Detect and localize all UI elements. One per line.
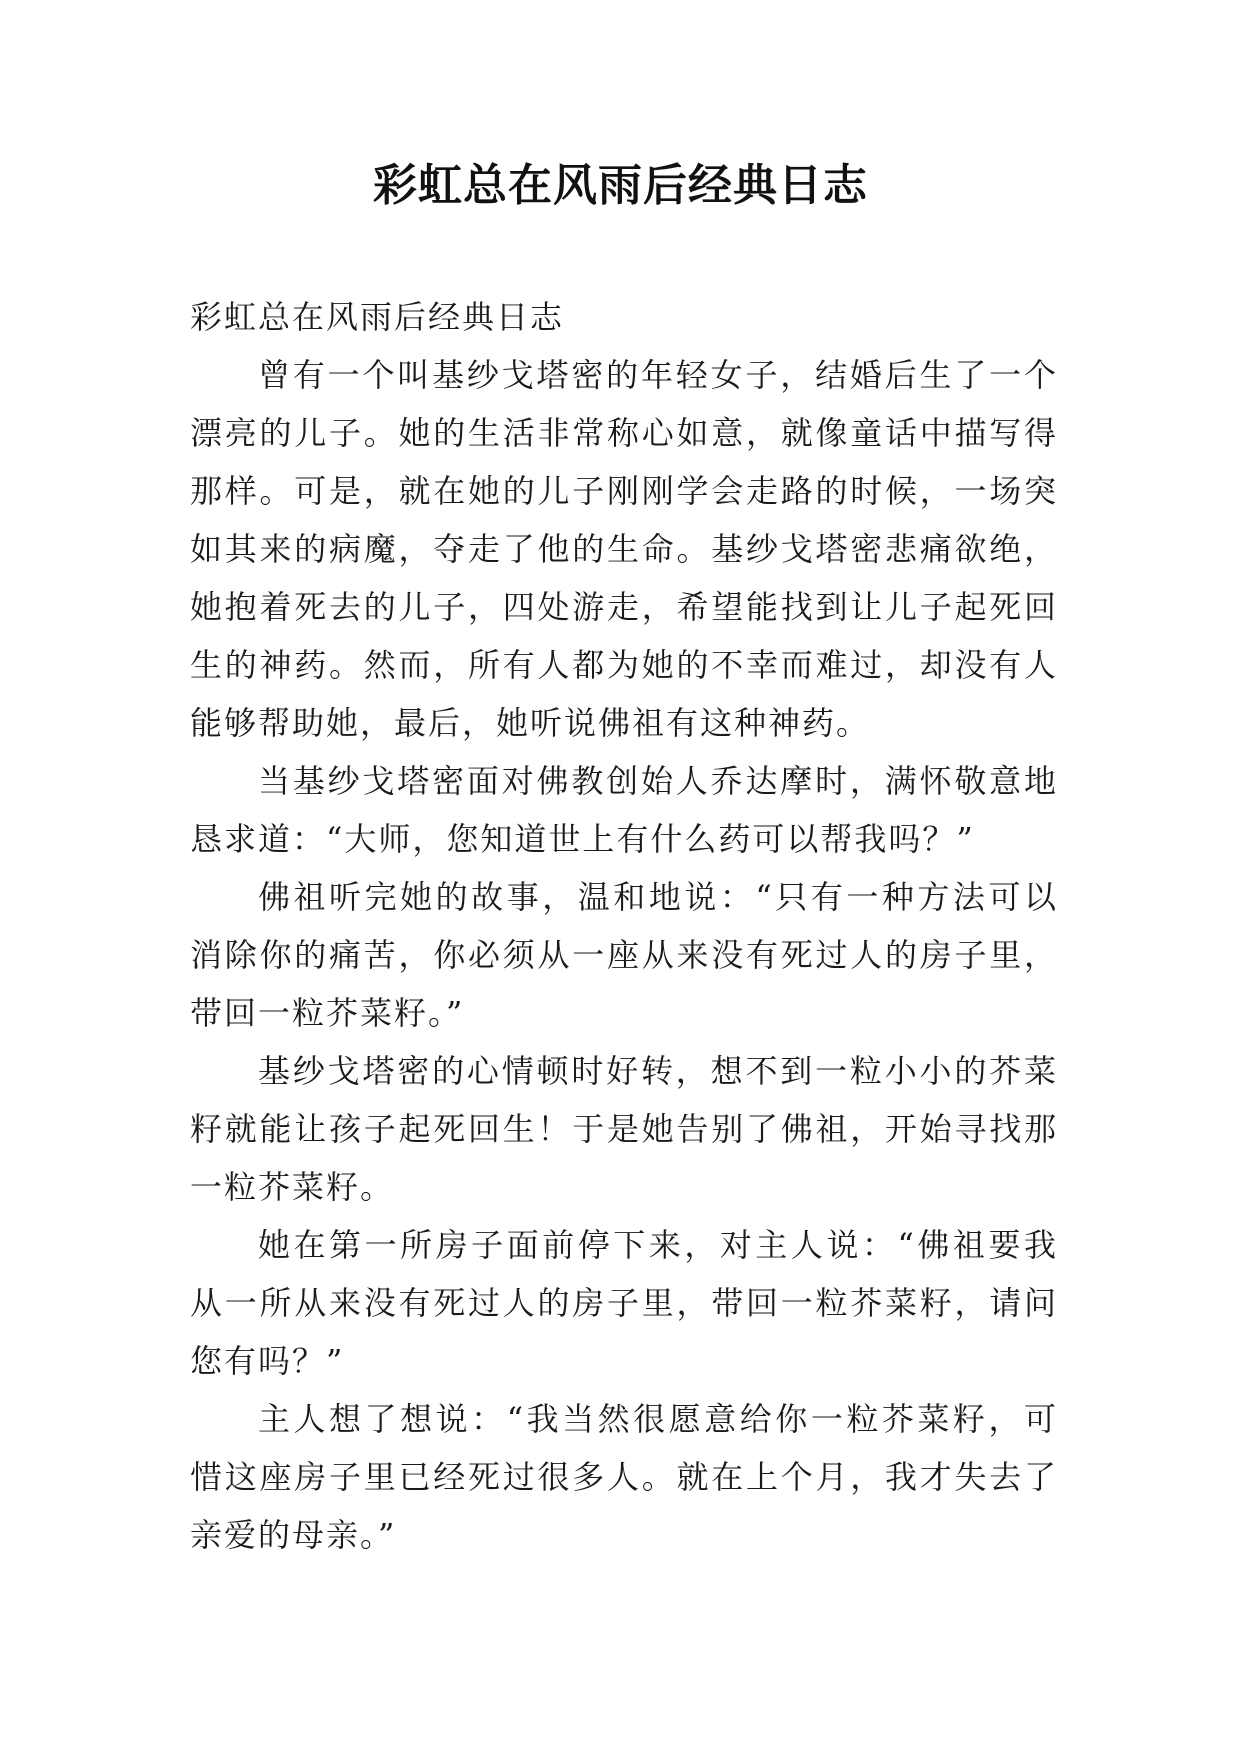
paragraph: 曾有一个叫基纱戈塔密的年轻女子，结婚后生了一个漂亮的儿子。她的生活非常称心如意，就像童话中描写得那样。可是，就在她的儿子刚刚学会走路的时候，一场突如其来的病魔，夺走了他的生命。基纱戈塔密悲痛欲绝，她抱着死去的儿子，四处游走，希望能找到让儿子起死回生的神药。然而，所有人都为她的不幸而难过，却没有人能够帮助她，最后，她听说佛祖有这种神药。: [190, 356, 1058, 742]
document-body: [190, 288, 1058, 1564]
document-subtitle: 彩虹总在风雨后经典日志: [190, 298, 565, 336]
paragraph: 佛祖听完她的故事，温和地说：“只有一种方法可以消除你的痛苦，你必须从一座从来没有死过人的房子里，带回一粒芥菜籽。”: [190, 878, 1058, 1032]
paragraph: 当基纱戈塔密面对佛教创始人乔达摩时，满怀敬意地恳求道：“大师，您知道世上有什么药可以帮我吗？”: [190, 762, 1058, 858]
document-title: 彩虹总在风雨后经典日志: [373, 160, 868, 211]
paragraph: 基纱戈塔密的心情顿时好转，想不到一粒小小的芥菜籽就能让孩子起死回生！于是她告别了佛祖，开始寻找那一粒芥菜籽。: [190, 1052, 1058, 1206]
paragraph: 她在第一所房子面前停下来，对主人说：“佛祖要我从一所从来没有死过人的房子里，带回一粒芥菜籽，请问您有吗？”: [190, 1226, 1058, 1380]
paragraph: 主人想了想说：“我当然很愿意给你一粒芥菜籽，可惜这座房子里已经死过很多人。就在上个月，我才失去了亲爱的母亲。”: [190, 1400, 1058, 1554]
